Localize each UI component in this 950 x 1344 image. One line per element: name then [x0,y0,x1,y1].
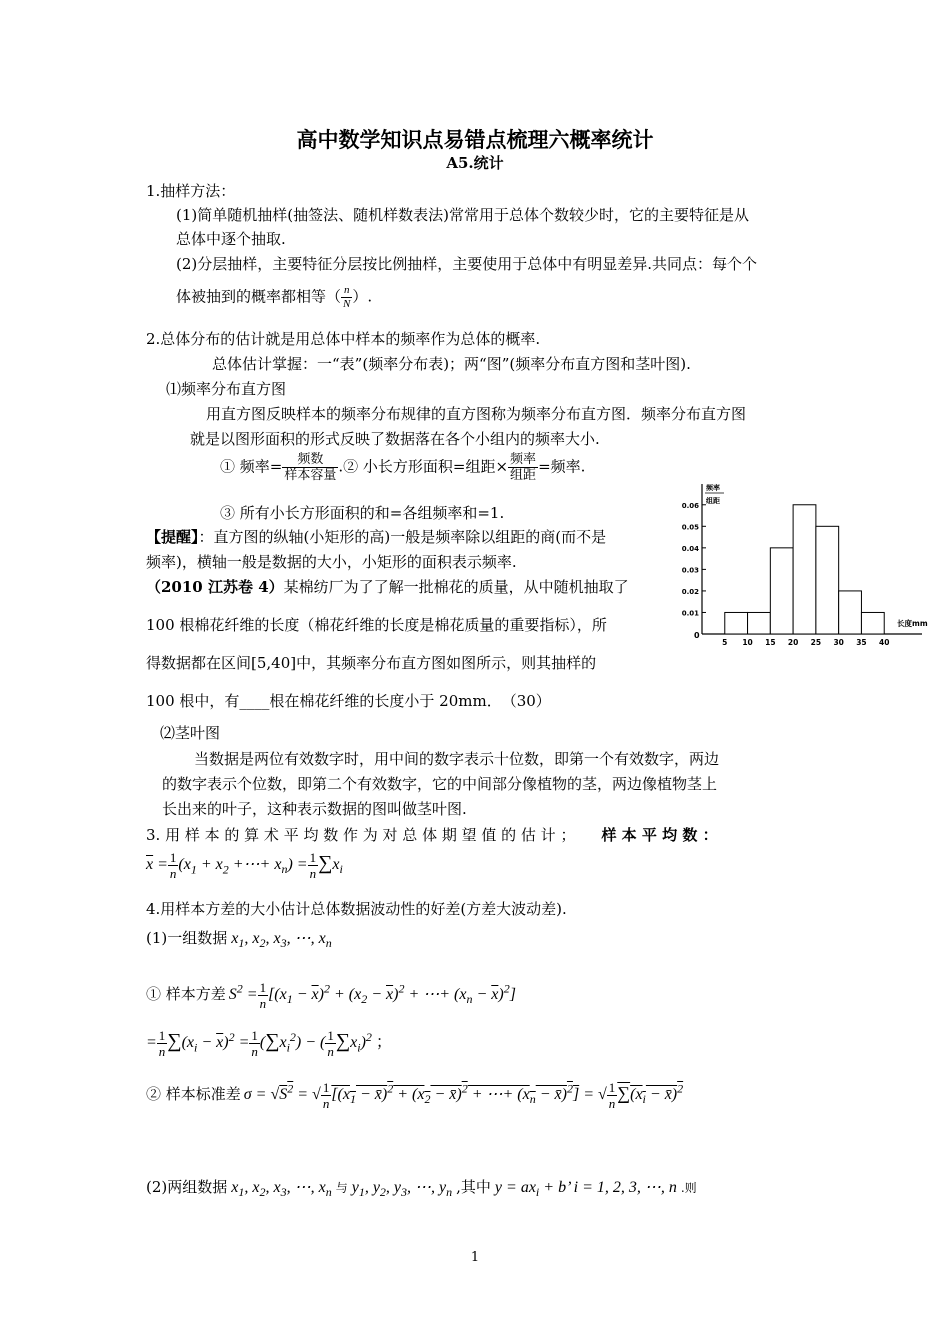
s2-ex-line4: 100 根中，有____根在棉花纤维的长度小于 20mm． （30） [146,692,551,710]
y-tick-label: 0.01 [681,609,699,618]
s2-l4: 就是以图形面积的形式反映了数据落在各个小组内的频率大小. [190,430,600,448]
freq-fraction: $\frac{\text{频数}}{\text{样本容量}}$ [284,452,337,483]
s4-l1-line: (1)一组数据 $x_1$, $x_2$, $x_3$, ⋯, $x_n$ [146,929,332,951]
x-axis-label: 长度mm [897,619,928,628]
y-tick-label: 0.05 [681,523,699,532]
s2-l7: 的数字表示个位数，即第二个有效数字，它的中间部分像植物的茎，两边像植物茎上 [162,775,718,793]
x-tick-label: 35 [856,638,867,647]
n-over-N-fraction: $\frac{n}{N}$ [343,284,351,310]
histogram-bar [793,505,816,634]
page-title: 高中数学知识点易错点梳理六概率统计 [296,127,654,152]
s2-l5: ⑵茎叶图 [160,724,221,742]
origin-label: 0 [694,631,700,640]
histogram-bar [861,612,884,634]
s1-heading: 1.抽样方法： [146,182,236,200]
y-tick-label: 0.04 [681,544,699,553]
frequency-histogram [680,482,940,652]
section-subtitle: A5.统计 [446,154,504,172]
histogram-bar [725,612,748,634]
variance-line: ① 样本方差 $S^2$ = $\frac{1}{n}$ [$(x_1 - \overline{x})^2 + (x_2 - \overline{x})^2$ + ⋯+ $(x_n - \overline{x})^2$] [146,980,516,1011]
variance-expanded: = $\frac{1}{n}$ $\sum(x_i - \overline{x})^2$ = $\frac{1}{n}$ $(\sum x_i^2)$ − ( $\frac{1}{n}$ $\sum x_i)^2$ ； [146,1028,392,1059]
x-tick-label: 10 [742,638,753,647]
s1-p2b: 体被抽到的概率都相等（ [176,287,342,306]
y-axis-label-top: 频率 [706,484,720,492]
mean-formula: $\overline{x}$ = $\frac{1}{n}$ ($x_1 + x_2$ +⋯+ $x_n$) = $\frac{1}{n}$ $\sum x_i$ [146,850,343,881]
s2-tip-line1: 【提醒】：直方图的纵轴(小矩形的高)一般是频率除以组距的商(而不是 [146,528,607,546]
s1-p2a: (2)分层抽样，主要特征分层按比例抽样，主要使用于总体中有明显差异.共同点：每个个 [176,255,758,273]
s2-ex-line3: 得数据都在区间[5,40]中，其频率分布直方图如图所示，则其抽样的 [146,654,597,672]
s2-heading: 2.总体分布的估计就是用总体中样本的频率作为总体的概率. [146,330,541,348]
y-tick-label: 0.06 [681,501,699,510]
s2-tip-line2: 频率)，横轴一般是数据的大小，小矩形的面积表示频率. [146,553,517,571]
x-tick-label: 30 [833,638,844,647]
s3-heading-line: 3. 用 样 本 的 算 术 平 均 数 作 为 对 总 体 期 望 值 的 估 计 ； 样 本 平 均 数 ： [146,826,718,844]
y-axis-label-bottom: 组距 [706,497,720,505]
y-tick-label: 0.02 [681,587,699,596]
s2-ex-line2: 100 根棉花纤维的长度（棉花纤维的长度是棉花质量的重要指标），所 [146,616,607,634]
s1-p1b: 总体中逐个抽取. [176,230,286,248]
s2-l6: 当数据是两位有效数字时，用中间的数字表示十位数，即第一个有效数字，两边 [194,750,720,768]
histogram-bar [839,591,862,634]
x-tick-label: 5 [722,638,728,647]
s1-p1a: (1)简单随机抽样(抽签法、随机样数表法)常常用于总体个数较少时，它的主要特征是从 [176,206,749,224]
s2-l2: ⑴频率分布直方图 [166,380,287,398]
y-tick-label: 0.03 [681,566,699,575]
histogram-bar [816,526,839,634]
freq-per-width-fraction: $\frac{\text{频率}}{\text{组距}}$ [510,452,537,483]
s2-l3: 用直方图反映样本的频率分布规律的直方图称为频率分布直方图．频率分布直方图 [206,405,747,423]
histogram-bar [748,612,771,634]
x-tick-label: 20 [787,638,799,647]
s1-p2b-line: 体被抽到的概率都相等（ $\frac{n}{N}$ ）. [176,284,373,310]
histogram-bar [770,548,793,634]
stddev-line: ② 样本标准差 $\sigma = √S^2$ = √ $\frac{1}{n}$ [($x_1$ − x̄)$^2$ + ($x_2$ − x̄)$^2$ + ⋯+ ($x_n$ − x̄)$^2$] = √ $\frac{1}{n}$ $\sum(x_i$ − x̄)$^2$ [146,1080,684,1111]
s4-heading: 4.用样本方差的大小估计总体数据波动性的好差(方差大波动差). [146,900,567,918]
x-tick-label: 25 [810,638,822,647]
s2-l8: 长出来的叶子，这种表示数据的图叫做茎叶图. [162,800,467,818]
x-tick-label: 40 [879,638,890,647]
two-groups-line: (2)两组数据 $x_1$, $x_2$, $x_3$, ⋯, $x_n$ 与 $y_1$, $y_2$, $y_3$, ⋯, $y_n$ ,其中 $y = ax_i + b$’ i = 1, 2, 3, ⋯, n .则 [146,1178,697,1200]
s2-f3: ③ 所有小长方形面积的和=各组频率和=1. [220,504,505,522]
s2-l1: 总体估计掌握：一“表”(频率分布表)；两“图”(频率分布直方图和茎叶图). [212,355,691,373]
s2-formula-line: ① 频率= $\frac{\text{频数}}{\text{样本容量}}$ .② 小长方形面积=组距× $\frac{\text{频率}}{\text{组距}}$ =频率. [220,452,586,483]
x-tick-label: 15 [765,638,776,647]
s2-ex-line1: （2010 江苏卷 4）某棉纺厂为了了解一批棉花的质量，从中随机抽取了 [146,578,629,596]
page-number: 1 [470,1250,480,1265]
